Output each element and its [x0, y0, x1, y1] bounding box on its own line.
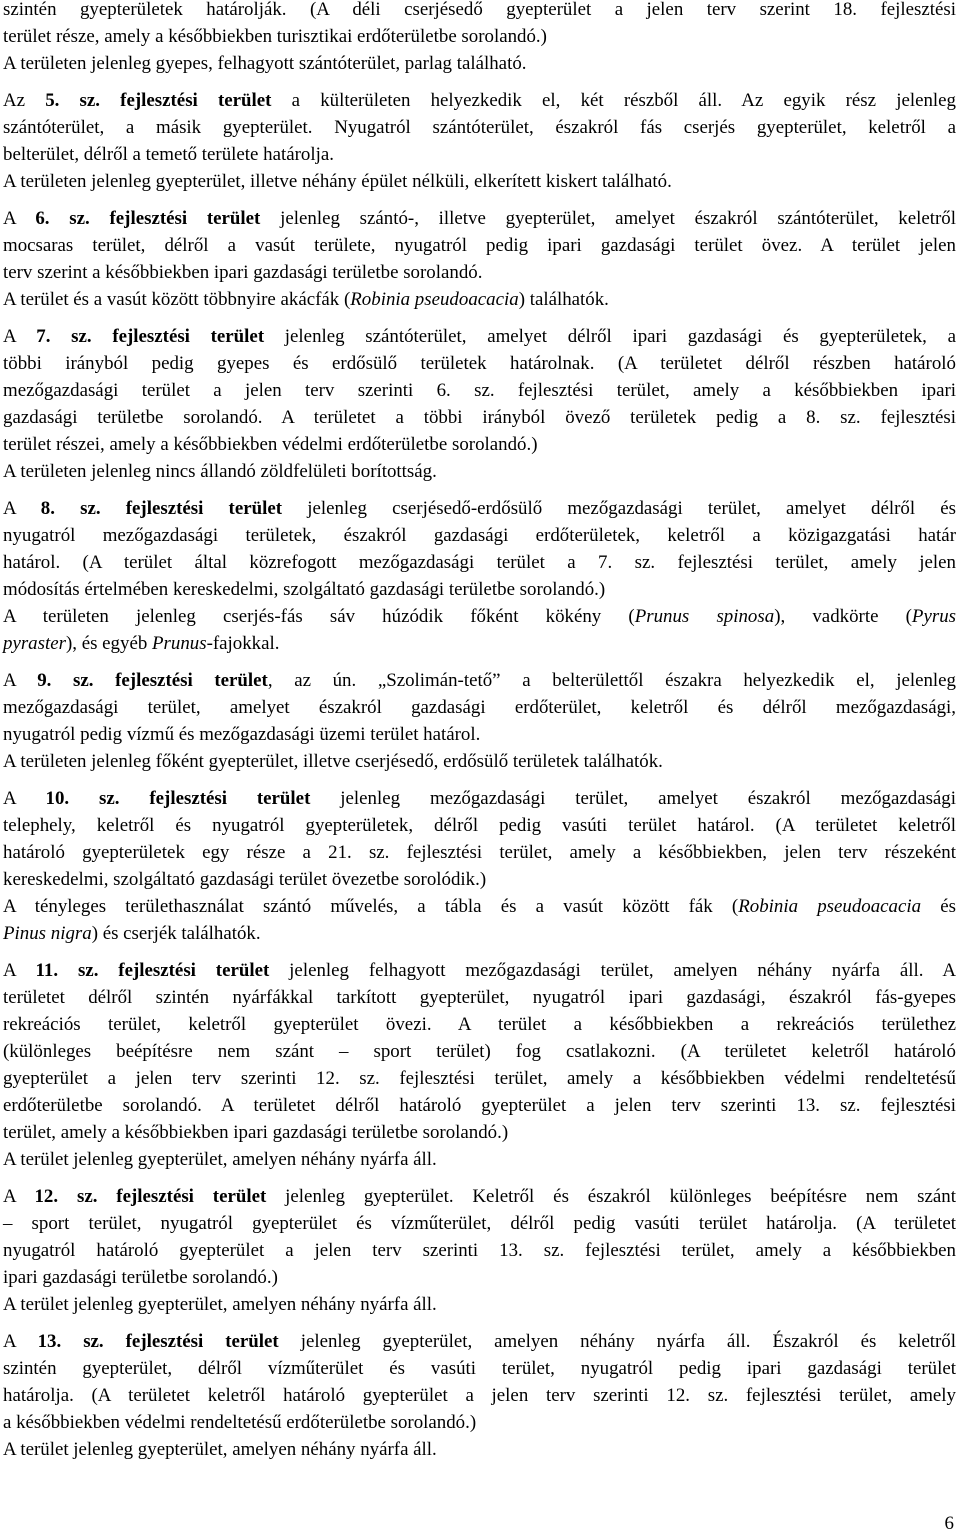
- species-name: Pyrus: [911, 606, 956, 627]
- intro-line-2: [3, 23, 956, 50]
- section-8-heading: 8. sz. fejlesztési terület: [40, 498, 283, 519]
- text: többi irányból pedig gyepes és erdősülő területek határolnak. (A területet délről részben határoló: [3, 353, 956, 374]
- text: nyugatról határoló gyepterület a jelen terv szerinti 13. sz. fejlesztési terület, amely a későbbiekben: [3, 1240, 956, 1261]
- text: jelenleg mezőgazdasági terület, amelyet északról mezőgazdasági: [310, 788, 957, 809]
- text: szintén gyepterület, délről vízműterület és vasúti terület, nyugatról pedig ipari gazdasági terület: [3, 1358, 956, 1379]
- text: terület része, amely a későbbiekben turisztikai erdőterületbe sorolandó.): [3, 26, 547, 47]
- page-number: 6: [944, 1513, 954, 1534]
- text: rekreációs terület, keletről gyepterület övezi. A terület a későbbiekben a rekreációs területhez: [3, 1014, 956, 1035]
- section-5-heading: 5. sz. fejlesztési terület: [45, 90, 272, 111]
- text: A területen jelenleg gyepterület, illetve néhány épület nélküli, elkerített kiskert található.: [3, 171, 672, 192]
- text: mezőgazdasági terület, amelyet északról gazdasági erdőterület, keletről és délről mezőgazdasági,: [3, 697, 956, 718]
- text: jelenleg gyepterület, amelyen néhány nyárfa áll. Északról és keletről: [278, 1331, 956, 1352]
- section-8-line-3: [3, 549, 956, 576]
- section-6-line-1: [3, 205, 956, 232]
- text: A: [3, 208, 36, 229]
- section-13-line-4: [3, 1409, 956, 1436]
- section-12-line-4: [3, 1264, 956, 1291]
- text: A területen jelenleg cserjés-fás sáv húzódik főként kökény (: [3, 606, 635, 627]
- text: gazdasági területbe sorolandó. A területet a többi irányból övező területek pedig a 8. sz. fejlesztési: [3, 407, 956, 428]
- text: A: [3, 498, 41, 519]
- section-6-line-2: [3, 232, 956, 259]
- species-name: Prunus: [152, 633, 207, 654]
- text: A terület jelenleg gyepterület, amelyen néhány nyárfa áll.: [3, 1149, 437, 1170]
- text: és: [921, 896, 957, 917]
- text: a külterületen helyezkedik el, két részből áll. Az egyik rész jelenleg: [271, 90, 956, 111]
- text: terület, amely a későbbiekben ipari gazdasági területbe sorolandó.): [3, 1122, 509, 1143]
- section-13-line-1: [3, 1328, 956, 1355]
- text: kereskedelmi, szolgáltató gazdasági terület övezetbe sorolódik.): [3, 869, 487, 890]
- text: A: [3, 788, 46, 809]
- section-11-line-3: [3, 1011, 956, 1038]
- text: jelenleg felhagyott mezőgazdasági terület, amelyen néhány nyárfa áll. A: [269, 960, 956, 981]
- text: A területen jelenleg gyepes, felhagyott szántóterület, parlag található.: [3, 53, 527, 74]
- text: területet délről szintén nyárfákkal tarkított gyepterület, nyugatról ipari gazdasági, északról fás-gyepes: [3, 987, 956, 1008]
- section-13-line-3: [3, 1382, 956, 1409]
- text: jelenleg cserjésedő-erdősülő mezőgazdasági terület, amelyet délről és: [282, 498, 956, 519]
- text: A: [3, 670, 38, 691]
- text: ), és egyéb: [65, 633, 152, 654]
- section-6-line-4: [3, 286, 956, 313]
- text: A tényleges területhasználat szántó művelés, a tábla és a vasút között fák (: [3, 896, 739, 917]
- section-10-line-4: [3, 866, 956, 893]
- section-12-line-3: [3, 1237, 956, 1264]
- text: ), vadkörte (: [774, 606, 912, 627]
- section-8-line-4: [3, 576, 956, 603]
- section-7-heading: 7. sz. fejlesztési terület: [36, 326, 265, 347]
- document-body: [3, 0, 956, 1473]
- species-name: Robinia pseudoacacia: [738, 896, 922, 917]
- section-13-heading: 13. sz. fejlesztési terület: [37, 1331, 279, 1352]
- section-11-heading: 11. sz. fejlesztési terület: [35, 960, 270, 981]
- text: ) találhatók.: [518, 289, 609, 310]
- section-7-line-6: [3, 458, 956, 485]
- text: mezőgazdasági terület a jelen terv szerinti 6. sz. fejlesztési terület, amely a későbbiekben ipari: [3, 380, 956, 401]
- section-9-line-4: [3, 748, 956, 775]
- section-6-line-3: [3, 259, 956, 286]
- text: A terület jelenleg gyepterület, amelyen néhány nyárfa áll.: [3, 1294, 437, 1315]
- section-12-line-1: [3, 1183, 956, 1210]
- section-11-line-2: [3, 984, 956, 1011]
- text: A területen jelenleg főként gyepterület, illetve cserjésedő, erdősülő területek találhatók.: [3, 751, 663, 772]
- section-9-line-1: [3, 667, 956, 694]
- text: Az: [3, 90, 46, 111]
- section-11-line-7: [3, 1119, 956, 1146]
- section-11-line-5: [3, 1065, 956, 1092]
- text: erdőterületbe sorolandó. A területet délről határoló gyepterület a jelen terv szerinti 13. sz. fejlesztési: [3, 1095, 956, 1116]
- text: nyugatról mezőgazdasági területek, északról gazdasági erdőterületek, keletről a közigazgatási határ: [3, 525, 956, 546]
- section-6-heading: 6. sz. fejlesztési terület: [35, 208, 261, 229]
- text: ipari gazdasági területbe sorolandó.): [3, 1267, 278, 1288]
- text: A: [3, 326, 37, 347]
- section-10-line-1: [3, 785, 956, 812]
- text: A: [3, 1186, 35, 1207]
- text: jelenleg szántóterület, amelyet délről ipari gazdasági és gyepterületek, a: [264, 326, 956, 347]
- text: A területen jelenleg nincs állandó zöldfelületi borítottság.: [3, 461, 437, 482]
- text: határoló gyepterületek egy része a 21. sz. fejlesztési terület, amely a későbbiekben, jelen terv részeként: [3, 842, 956, 863]
- section-11-line-4: [3, 1038, 956, 1065]
- section-7-line-5: [3, 431, 956, 458]
- section-7-line-1: [3, 323, 956, 350]
- text: ) és cserjék találhatók.: [91, 923, 261, 944]
- section-13-line-2: [3, 1355, 956, 1382]
- text: A: [3, 960, 36, 981]
- text: terület részei, amely a későbbiekben védelmi erdőterületbe sorolandó.): [3, 434, 538, 455]
- text: szántóterület, a másik gyepterület. Nyugatról szántóterület, északról fás cserjés gyepterület, keletről a: [3, 117, 956, 138]
- section-7-line-2: [3, 350, 956, 377]
- text: (különleges beépítésre nem szánt – sport terület) fog csatlakozni. (A területet keletről határoló: [3, 1041, 956, 1062]
- section-9-line-2: [3, 694, 956, 721]
- species-name: Prunus spinosa: [634, 606, 775, 627]
- section-10-line-5: [3, 893, 956, 920]
- section-10-line-2: [3, 812, 956, 839]
- text: nyugatról pedig vízmű és mezőgazdasági üzemi terület határol.: [3, 724, 481, 745]
- species-name: pyraster: [3, 633, 66, 654]
- section-8-line-1: [3, 495, 956, 522]
- text: -fajokkal.: [206, 633, 280, 654]
- section-10-line-3: [3, 839, 956, 866]
- text: terv szerint a későbbiekben ipari gazdasági területbe sorolandó.: [3, 262, 483, 283]
- section-12-line-2: [3, 1210, 956, 1237]
- section-8-line-2: [3, 522, 956, 549]
- section-5-line-4: [3, 168, 956, 195]
- text: gyepterület a jelen terv szerinti 12. sz. fejlesztési terület, amely a későbbiekben védelmi rendeltetésű: [3, 1068, 956, 1089]
- intro-line-3: [3, 50, 956, 77]
- text: A terület jelenleg gyepterület, amelyen néhány nyárfa áll.: [3, 1439, 437, 1460]
- text: A: [3, 1331, 38, 1352]
- text: határolja. (A területet keletről határoló gyepterület a jelen terv szerinti 12. sz. fejlesztési terület, amely: [3, 1385, 956, 1406]
- intro-line-1: [3, 0, 956, 23]
- text: jelenleg szántó-, illetve gyepterület, amelyet északról szántóterület, keletről: [260, 208, 956, 229]
- text: belterület, délről a temető területe határolja.: [3, 144, 334, 165]
- text: A terület és a vasút között többnyire akácfák (: [3, 289, 351, 310]
- section-10-line-6: [3, 920, 956, 947]
- text: módosítás értelmében kereskedelmi, szolgáltató gazdasági területbe sorolandó.): [3, 579, 606, 600]
- section-10-heading: 10. sz. fejlesztési terület: [45, 788, 311, 809]
- section-9-line-3: [3, 721, 956, 748]
- species-name: Robinia pseudoacacia: [350, 289, 519, 310]
- species-name: Pinus nigra: [3, 923, 92, 944]
- text: telephely, keletről és nyugatról gyepterületek, délről pedig vasúti terület határol. (A területet keletről: [3, 815, 956, 836]
- section-12-heading: 12. sz. fejlesztési terület: [34, 1186, 267, 1207]
- text: a későbbiekben védelmi rendeltetésű erdőterületbe sorolandó.): [3, 1412, 477, 1433]
- section-7-line-4: [3, 404, 956, 431]
- text: határol. (A terület által közrefogott mezőgazdasági terület a 7. sz. fejlesztési terület, amely jelen: [3, 552, 956, 573]
- text: , az ún. „Szolimán-tető” a belterülettől északra helyezkedik el, jelenleg: [267, 670, 956, 691]
- text: mocsaras terület, délről a vasút területe, nyugatról pedig ipari gazdasági terület övez. A terület jelen: [3, 235, 956, 256]
- section-8-line-5: [3, 603, 956, 630]
- text: szintén gyepterületek határolják. (A déli cserjésedő gyepterület a jelen terv szerint 18. fejlesztési: [3, 0, 956, 20]
- section-9-heading: 9. sz. fejlesztési terület: [37, 670, 268, 691]
- section-5-line-2: [3, 114, 956, 141]
- section-11-line-6: [3, 1092, 956, 1119]
- section-5-line-3: [3, 141, 956, 168]
- text: jelenleg gyepterület. Keletről és északról különleges beépítésre nem szánt: [266, 1186, 956, 1207]
- section-11-line-8: [3, 1146, 956, 1173]
- section-11-line-1: [3, 957, 956, 984]
- section-13-line-5: [3, 1436, 956, 1463]
- section-8-line-6: [3, 630, 956, 657]
- text: – sport terület, nyugatról gyepterület és vízműterület, délről pedig vasúti terület határolja. (A területet: [3, 1213, 956, 1234]
- section-5-line-1: [3, 87, 956, 114]
- section-7-line-3: [3, 377, 956, 404]
- section-12-line-5: [3, 1291, 956, 1318]
